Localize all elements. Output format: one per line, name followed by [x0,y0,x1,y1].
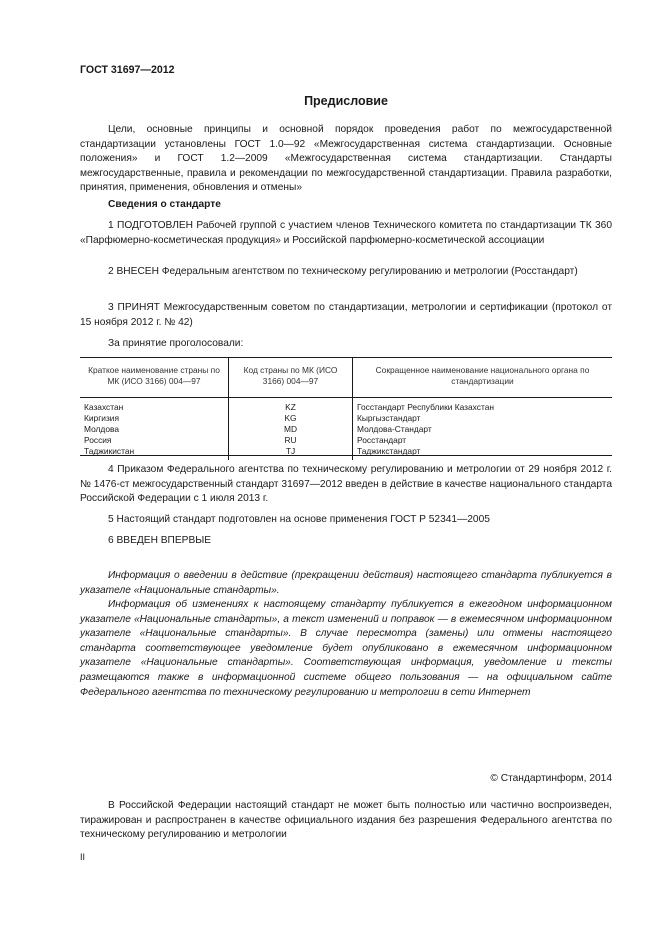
copyright-notice: © Стандартинформ, 2014 [490,773,612,784]
page-number: II [80,852,86,862]
table-cell-country: Молдова [80,424,229,435]
table-cell-code: MD [229,424,353,435]
item-3: 3 ПРИНЯТ Межгосударственным советом по стандартизации, метрологии и сертификации (протокол от 15 ноября 2012 г. № 42) [80,302,612,328]
item-6: 6 ВВЕДЕН ВПЕРВЫЕ [108,535,212,546]
item-1: 1 ПОДГОТОВЛЕН Рабочей группой с участием членов Технического комитета по стандартизации ТК 360 «Парфюмерно-косметическая продукция» и Российской парфюмерно-косметической ассоциации [80,220,612,246]
table-cell-code: TJ [229,446,353,460]
table-row [80,435,612,446]
table-cell-country: Киргизия [80,413,229,424]
legal-notice: В Российской Федерации настоящий стандарт не может быть полностью или частично воспроизведен, тиражирован и распространен в качестве официального издания без разрешения Федерального агентства по техническому регулированию и метрологии [80,800,612,841]
table-cell-country: Казахстан [80,398,229,414]
table-cell-country: Россия [80,435,229,446]
table-cell-body: Госстандарт Республики Казахстан [357,402,494,412]
table-cell-body: Росстандарт [357,435,407,445]
info-paragraph-2: Информация об изменениях к настоящему стандарту публикуется в ежегодном информационном указателе «Национальные стандарты», а текст изменений и поправок — в ежемесячном информационном указателе «Национальные стандарты». В случае пересмотра (замены) или отмены настоящего стандарта соответствующее уведомление будет опубликовано в ежемесячном информационном указателе «Национальные стандарты». Соответствующая информация, уведомление и тексты размещаются также в информационной системе общего пользования — на официальном сайте Федерального агентства по техническому регулированию и метрологии в сети Интернет [80,599,612,698]
page-title: Предисловие [304,94,388,108]
item-4: 4 Приказом Федерального агентства по техническому регулированию и метрологии от 29 ноября 2012 г. № 1476-ст межгосударственный стандарт 31697—2012 введен в действие в качестве национального стандарта Российской Федерации с 1 июля 2013 г. [80,464,612,505]
table-cell-code: KZ [229,398,353,414]
table-header-body: Сокращенное наименование национального органа по стандартизации [353,357,613,398]
item-5: 5 Настоящий стандарт подготовлен на основе применения ГОСТ Р 52341—2005 [108,514,490,525]
vote-intro: За принятие проголосовали: [108,338,244,349]
table-cell-country: Таджикистан [80,446,229,460]
table-header-row [80,357,612,398]
table-row [80,446,612,460]
voting-table [80,357,612,460]
table-row [80,413,612,424]
table-row [80,398,612,414]
intro-paragraph: Цели, основные принципы и основной порядок проведения работ по межгосударственной стандартизации установлены ГОСТ 1.0—92 «Межгосударственная система стандартизации. Основные положения» и ГОСТ 1.2—2009 «Межгосударственная система стандартизации. Стандарты межгосударственные, правила и рекомендации по межгосударственной стандартизации. Правила разработки, принятия, применения, обновления и отмены» [80,124,612,194]
info-paragraph-1: Информация о введении в действие (прекращении действия) настоящего стандарта публикуется в указателе «Национальные стандарты». [80,570,612,596]
item-2: 2 ВНЕСЕН Федеральным агентством по техническому регулированию и метрологии (Росстандарт) [108,266,578,277]
table-row [80,424,612,435]
table-cell-body: Молдова-Стандарт [357,424,432,434]
table-header-code: Код страны по МК (ИСО 3166) 004—97 [229,357,353,398]
table-header-country: Краткое наименование страны по МК (ИСО 3166) 004—97 [80,357,229,398]
document-header: ГОСТ 31697—2012 [80,64,175,76]
table-cell-body: Таджикстандарт [357,446,421,456]
table-cell-code: KG [229,413,353,424]
section-subheading: Сведения о стандарте [108,199,221,210]
table-cell-body: Кыргызстандарт [357,413,421,423]
table-cell-code: RU [229,435,353,446]
